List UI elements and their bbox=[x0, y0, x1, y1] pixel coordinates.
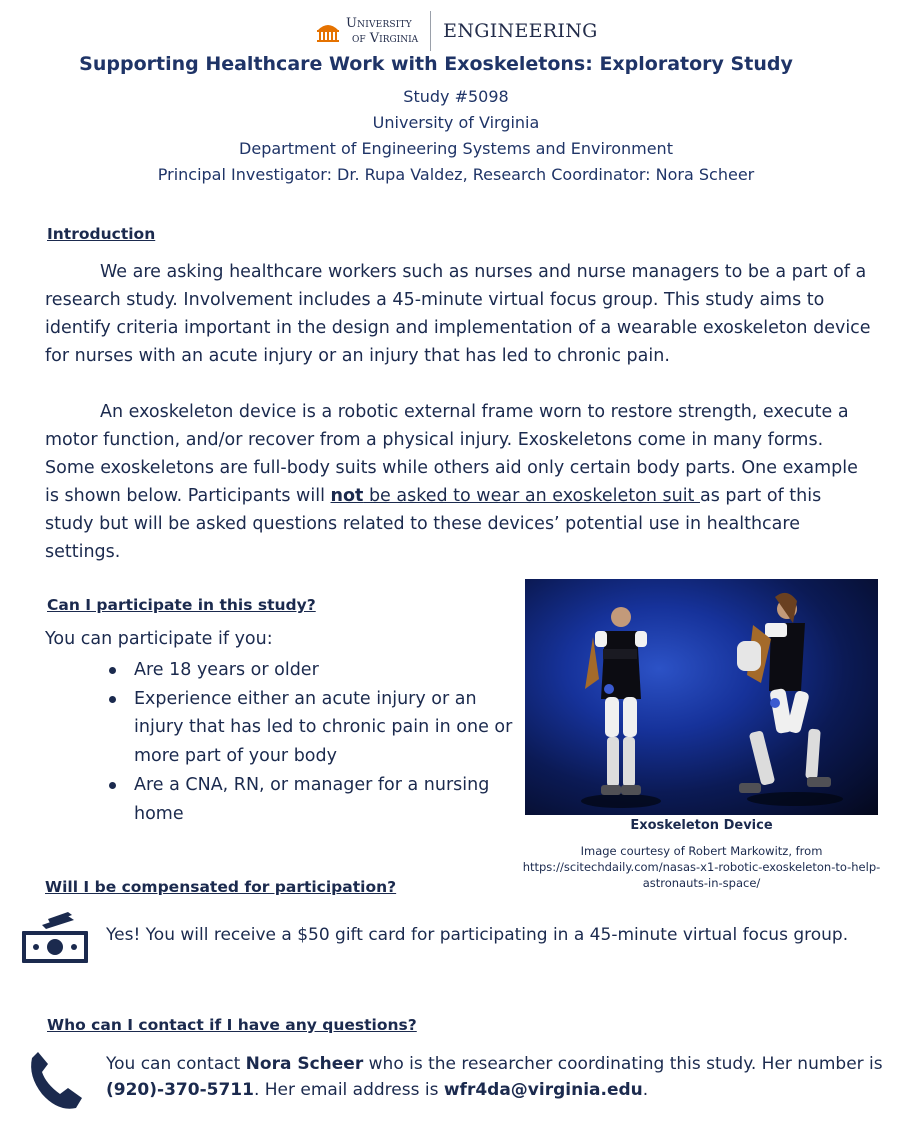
page-title: Supporting Healthcare Work with Exoskeletons: Exploratory Study bbox=[79, 53, 793, 75]
department-name: Department of Engineering Systems and Environment bbox=[239, 139, 673, 158]
uva-wordmark bbox=[346, 16, 418, 46]
engineering-wordmark: ENGINEERING bbox=[443, 20, 598, 42]
phone-icon bbox=[28, 1050, 90, 1112]
header-logo bbox=[316, 8, 598, 54]
para2-not: not bbox=[330, 486, 364, 506]
uva-line2: of Virginia bbox=[352, 31, 419, 46]
contact-phone: (920)-370-5711 bbox=[106, 1080, 254, 1100]
list-item: Are a CNA, RN, or manager for a nursing home bbox=[105, 771, 525, 828]
contact-text bbox=[106, 1051, 886, 1103]
exoskeleton-figures-illustration bbox=[525, 579, 878, 815]
introduction-paragraph-1: We are asking healthcare workers such as nurses and nurse managers to be a part of a research study. Involvement includes a 45-minute virtual focus group. This study aims to identify criteria important in the design and implementation of a wearable exoskeleton device for nurses with an acute injury or an injury that has led to chronic pain. bbox=[45, 262, 871, 366]
list-item: Experience either an acute injury or an injury that has led to chronic pain in one or more part of your body bbox=[105, 685, 525, 771]
para2-start: An exoskeleton device is a robotic external frame worn to restore strength, execute a motor function, and/or recover from a physical injury. Exoskeletons come in many forms. Some exoskeletons are full-body suits while others aid only certain body parts. One example is shown below. Participants will bbox=[45, 402, 858, 506]
contact-heading: Who can I contact if I have any questions? bbox=[47, 1016, 417, 1034]
credit-line-1: Image courtesy of Robert Markowitz, from bbox=[580, 844, 823, 858]
compensation-text: Yes! You will receive a $50 gift card for participating in a 45-minute virtual focus group. bbox=[106, 925, 849, 945]
para2-underlined: be asked to wear an exoskeleton suit bbox=[363, 486, 700, 506]
compensation-heading: Will I be compensated for participation? bbox=[45, 878, 397, 896]
introduction-paragraph-2 bbox=[45, 398, 875, 566]
money-icon bbox=[20, 911, 92, 965]
figure-credit bbox=[505, 843, 898, 891]
contact-t4: . bbox=[642, 1080, 649, 1100]
rotunda-icon bbox=[316, 20, 340, 42]
eligibility-list bbox=[105, 656, 525, 828]
logo-divider bbox=[430, 11, 431, 51]
participate-heading: Can I participate in this study? bbox=[47, 596, 316, 614]
university-name: University of Virginia bbox=[372, 113, 540, 132]
study-number: Study #5098 bbox=[403, 87, 509, 106]
exoskeleton-photo bbox=[525, 579, 878, 815]
credit-line-3: astronauts-in-space/ bbox=[642, 876, 761, 890]
contact-name: Nora Scheer bbox=[245, 1054, 364, 1074]
participate-lead: You can participate if you: bbox=[45, 629, 273, 649]
para2-end: as part of this study but will be asked questions related to these devices’ potential use in healthcare settings. bbox=[45, 486, 822, 562]
introduction-heading: Introduction bbox=[47, 225, 156, 243]
contact-t2: who is the researcher coordinating this study. Her number is bbox=[363, 1054, 883, 1074]
contact-email: wfr4da@virginia.edu bbox=[443, 1080, 643, 1100]
list-item: Are 18 years or older bbox=[105, 656, 525, 685]
credit-line-2: https://scitechdaily.com/nasas-x1-robotic-exoskeleton-to-help- bbox=[522, 860, 881, 874]
contact-t3: . Her email address is bbox=[253, 1080, 444, 1100]
investigators: Principal Investigator: Dr. Rupa Valdez, Research Coordinator: Nora Scheer bbox=[157, 165, 755, 184]
uva-line1: University bbox=[346, 16, 412, 31]
figure-caption-title: Exoskeleton Device bbox=[630, 818, 773, 833]
contact-t1: You can contact bbox=[106, 1054, 246, 1074]
